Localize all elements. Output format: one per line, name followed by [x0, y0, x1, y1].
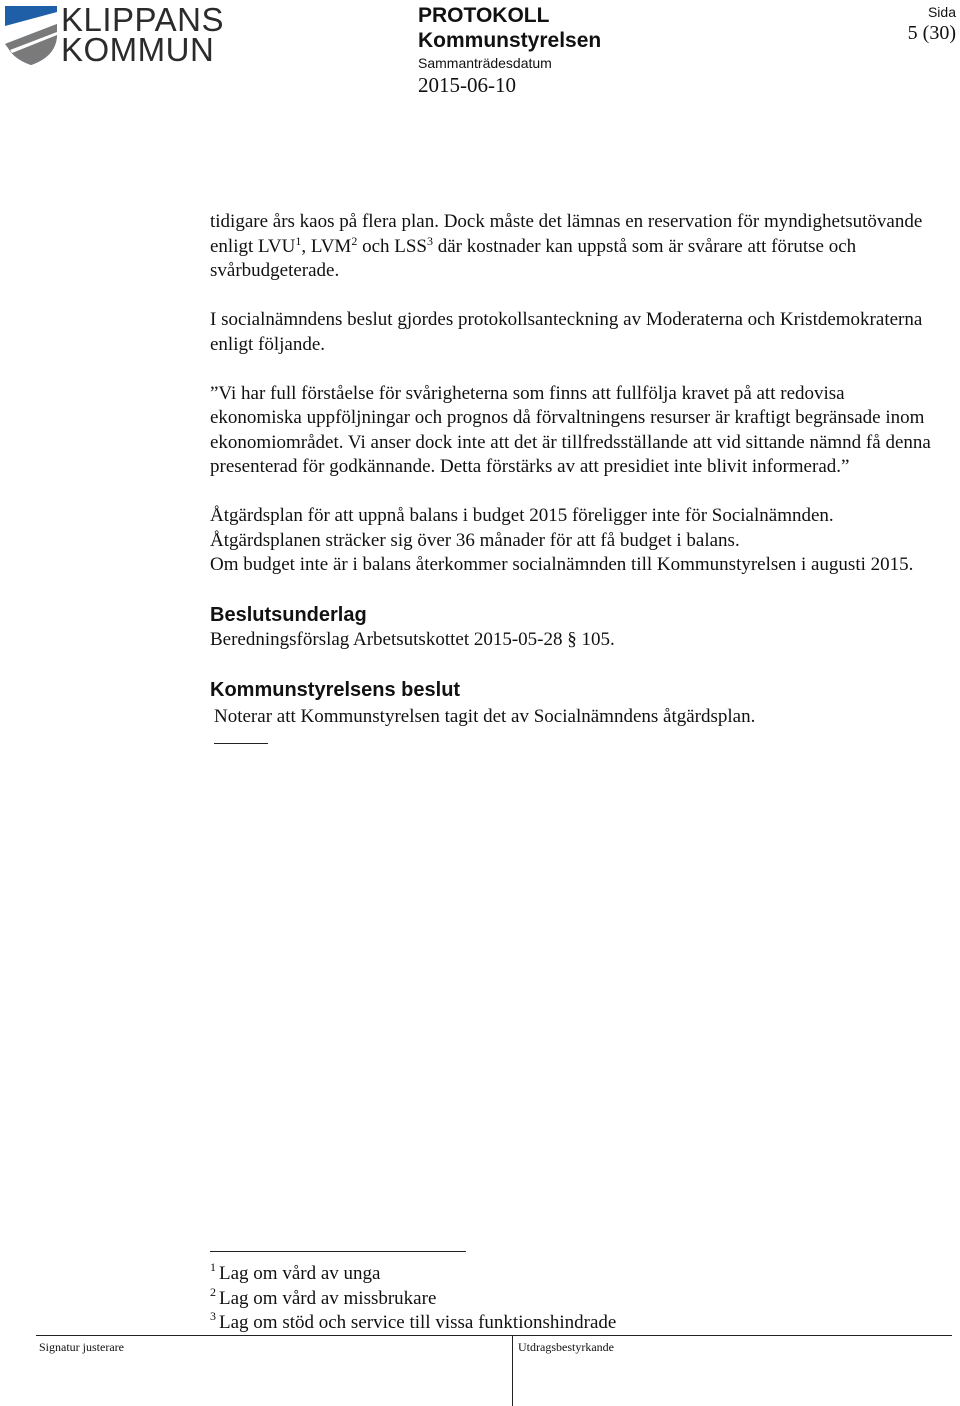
extract-certification-label: Utdragsbestyrkande	[518, 1340, 614, 1354]
footnote-number: 1	[210, 1260, 216, 1274]
footnote-text: Lag om stöd och service till vissa funktionshindrade	[219, 1312, 617, 1333]
heading-board-decision: Kommunstyrelsens beslut	[210, 678, 461, 701]
text-segment: tidigare års kaos på flera plan. Dock måste det lämnas en reservation för myndighetsutövande enligt LVU	[210, 211, 923, 257]
footnotes	[210, 1262, 616, 1336]
footnote	[210, 1262, 616, 1287]
footnote-text: Lag om vård av unga	[219, 1263, 381, 1284]
paragraph-protocol-note: I socialnämndens beslut gjordes protokollsanteckning av Moderaterna och Kristdemokraterna enligt följande.	[210, 309, 923, 355]
text-segment: och LSS	[357, 235, 427, 257]
footnote-number: 2	[210, 1284, 216, 1299]
decision-basis-text: Beredningsförslag Arbetsutskottet 2015-05-28 § 105.	[210, 629, 615, 650]
text-segment: , LVM	[301, 235, 352, 257]
document-header	[418, 4, 601, 98]
meeting-date-label: Sammanträdesdatum	[418, 55, 552, 71]
section-end-rule	[214, 743, 268, 744]
text-segment: där kostnader kan uppstå som är svårare att förutse och svårbudgeterade.	[210, 235, 857, 281]
page-number: 5 (30)	[907, 22, 956, 44]
organization-name: Kommunstyrelsen	[418, 29, 602, 52]
document-type: PROTOKOLL	[418, 4, 550, 27]
footnote-number: 3	[210, 1309, 216, 1323]
footnote	[210, 1284, 616, 1312]
footnote-divider	[210, 1251, 466, 1252]
footnote	[210, 1311, 616, 1336]
page-label: Sida	[927, 4, 956, 20]
paragraph-reservation	[210, 210, 940, 284]
meeting-date: 2015-06-10	[418, 73, 516, 97]
footnote-ref[interactable]: 1	[295, 233, 302, 248]
footnote-ref[interactable]: 2	[351, 233, 358, 248]
action-line: Åtgärdsplanen sträcker sig över 36 månader för att få budget i balans.	[210, 529, 740, 551]
page-number-block	[908, 4, 956, 46]
quoted-statement: ”Vi har full förståelse för svårigheterna som finns att fullfölja kravet på att redovisa ekonomiska uppföljningar och prognos då förvaltningens resurser är kraftigt begränsade inom ekonomiområdet. Vi anser dock inte att det är tillfredsställande att vid sittande nämnd få denna presenterad för godkännande. Detta förstärks av att presidiet inte blivit informerad.”	[210, 382, 931, 477]
action-line: Om budget inte är i balans återkommer socialnämnden till Kommunstyrelsen i augusti 2015.	[210, 554, 914, 575]
paragraph-action-plan	[210, 504, 940, 578]
heading-decision-basis: Beslutsunderlag	[210, 604, 367, 626]
signature-adjuster-label: Signatur justerare	[39, 1340, 124, 1354]
footer-divider	[36, 1335, 952, 1336]
protocol-body	[210, 210, 940, 744]
footnote-ref[interactable]: 3	[427, 233, 433, 248]
footnote-text: Lag om vård av missbrukare	[219, 1287, 437, 1309]
klippan-logo	[4, 1, 224, 68]
footer-column-separator	[512, 1335, 513, 1406]
logo-text-line2: KOMMUN	[61, 31, 215, 68]
logo-text-line1: KLIPPANS	[61, 1, 224, 38]
coat-of-arms-icon	[4, 4, 58, 66]
board-decision-text: Noterar att Kommunstyrelsen tagit det av Socialnämndens åtgärdsplan.	[214, 705, 756, 727]
action-line: Åtgärdsplan för att uppnå balans i budget 2015 föreligger inte för Socialnämnden.	[210, 505, 834, 526]
